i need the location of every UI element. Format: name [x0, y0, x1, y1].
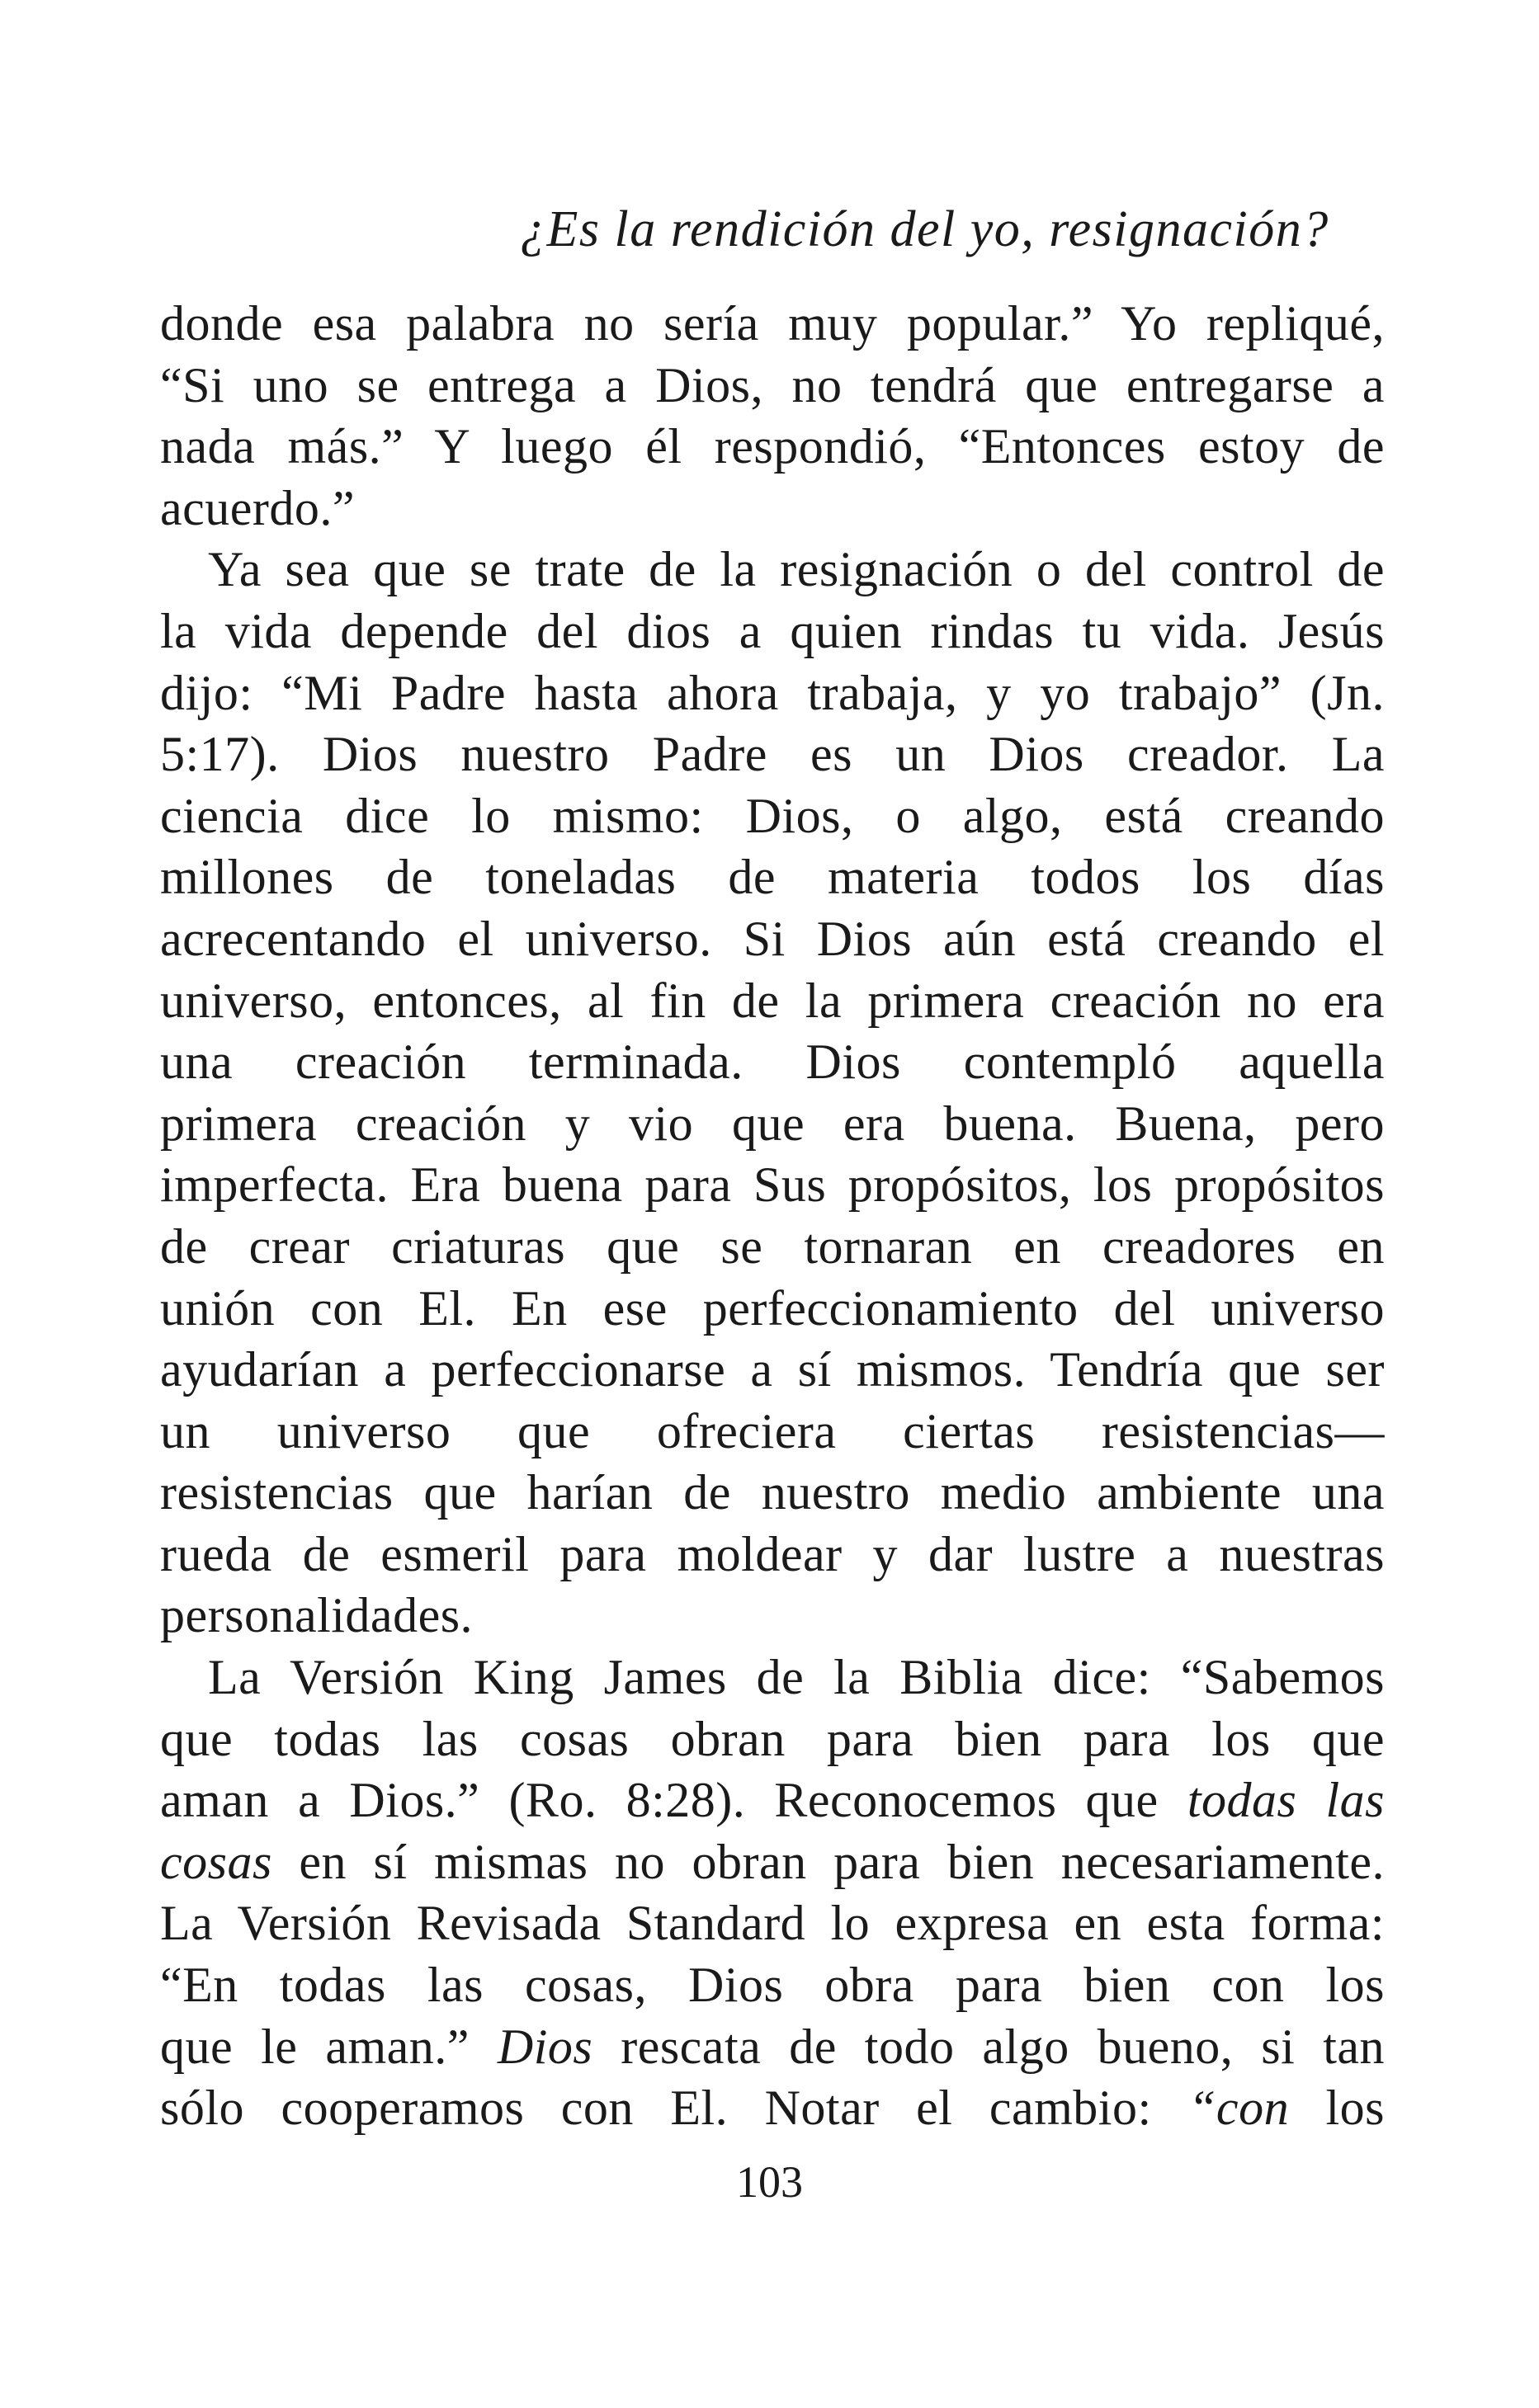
- emphasis-text: cosas: [160, 1834, 272, 1889]
- text-line: [160, 1769, 1385, 1831]
- emphasis-text: todas las: [1187, 1773, 1385, 1828]
- text-line: imperfecta. Era buena para Sus propósitos, los propósitos: [160, 1157, 1385, 1213]
- body-text: [160, 293, 1385, 2139]
- text-run: en sí mismas no obran para bien necesariamente.: [299, 1834, 1385, 1889]
- text-line: [160, 1831, 1385, 1893]
- text-line: ayudarían a perfeccionarse a sí mismos. Tendría que ser: [160, 1342, 1385, 1397]
- text-line: ciencia dice lo mismo: Dios, o algo, está creando: [160, 788, 1385, 843]
- text-line: un universo que ofreciera ciertas resistencias—: [160, 1403, 1385, 1458]
- text-run: rescata de todo algo bueno, si tan: [621, 2019, 1386, 2074]
- text-run: los: [1325, 2080, 1386, 2136]
- paragraph-start-line: La Versión King James de la Biblia dice: “Sabemos: [208, 1650, 1385, 1705]
- text-line: resistencias que harían de nuestro medio ambiente una: [160, 1465, 1385, 1520]
- text-line: acrecentando el universo. Si Dios aún está creando el: [160, 911, 1385, 966]
- text-line: universo, entonces, al fin de la primera creación no era: [160, 973, 1385, 1028]
- page-number: 103: [736, 2157, 803, 2207]
- text-line: de crear criaturas que se tornaran en creadores en: [160, 1218, 1385, 1274]
- text-line: “Si uno se entrega a Dios, no tendrá que entregarse a: [160, 357, 1385, 412]
- text-line: millones de toneladas de materia todos los días: [160, 850, 1385, 905]
- text-line: dijo: “Mi Padre hasta ahora trabaja, y yo trabajo” (Jn.: [160, 665, 1385, 720]
- text-run: aman a Dios.” (Ro. 8:28). Reconocemos que: [160, 1773, 1159, 1828]
- text-line: “En todas las cosas, Dios obra para bien con los: [160, 1958, 1385, 2013]
- text-line: acuerdo.”: [160, 480, 356, 535]
- text-line: La Versión Revisada Standard lo expresa en esta forma:: [160, 1896, 1385, 1951]
- text-line: una creación terminada. Dios contempló aquella: [160, 1034, 1385, 1090]
- text-line: primera creación y vio que era buena. Buena, pero: [160, 1096, 1385, 1151]
- text-run: que le aman.”: [160, 2019, 470, 2074]
- text-run: sólo cooperamos con El. Notar el cambio:: [160, 2080, 1152, 2136]
- text-line: 5:17). Dios nuestro Padre es un Dios creador. La: [160, 727, 1385, 782]
- text-line: unión con El. En ese perfeccionamiento del universo: [160, 1280, 1385, 1336]
- text-line: nada más.” Y luego él respondió, “Entonces estoy de: [160, 419, 1385, 474]
- paragraph-start-line: Ya sea que se trate de la resignación o del control de: [208, 542, 1385, 597]
- text-line: [160, 2077, 1385, 2139]
- text-line: personalidades.: [160, 1588, 474, 1643]
- running-header: ¿Es la rendición del yo, resignación?: [520, 201, 1329, 257]
- text-line: [160, 2016, 1385, 2078]
- text-line: donde esa palabra no sería muy popular.” Yo repliqué,: [160, 296, 1385, 351]
- text-line: que todas las cosas obran para bien para los que: [160, 1711, 1385, 1766]
- text-line: la vida depende del dios a quien rindas tu vida. Jesús: [160, 603, 1385, 658]
- emphasis-text: “con: [1188, 2080, 1290, 2136]
- text-line: rueda de esmeril para moldear y dar lustre a nuestras: [160, 1526, 1385, 1581]
- emphasis-text: Dios: [497, 2019, 593, 2074]
